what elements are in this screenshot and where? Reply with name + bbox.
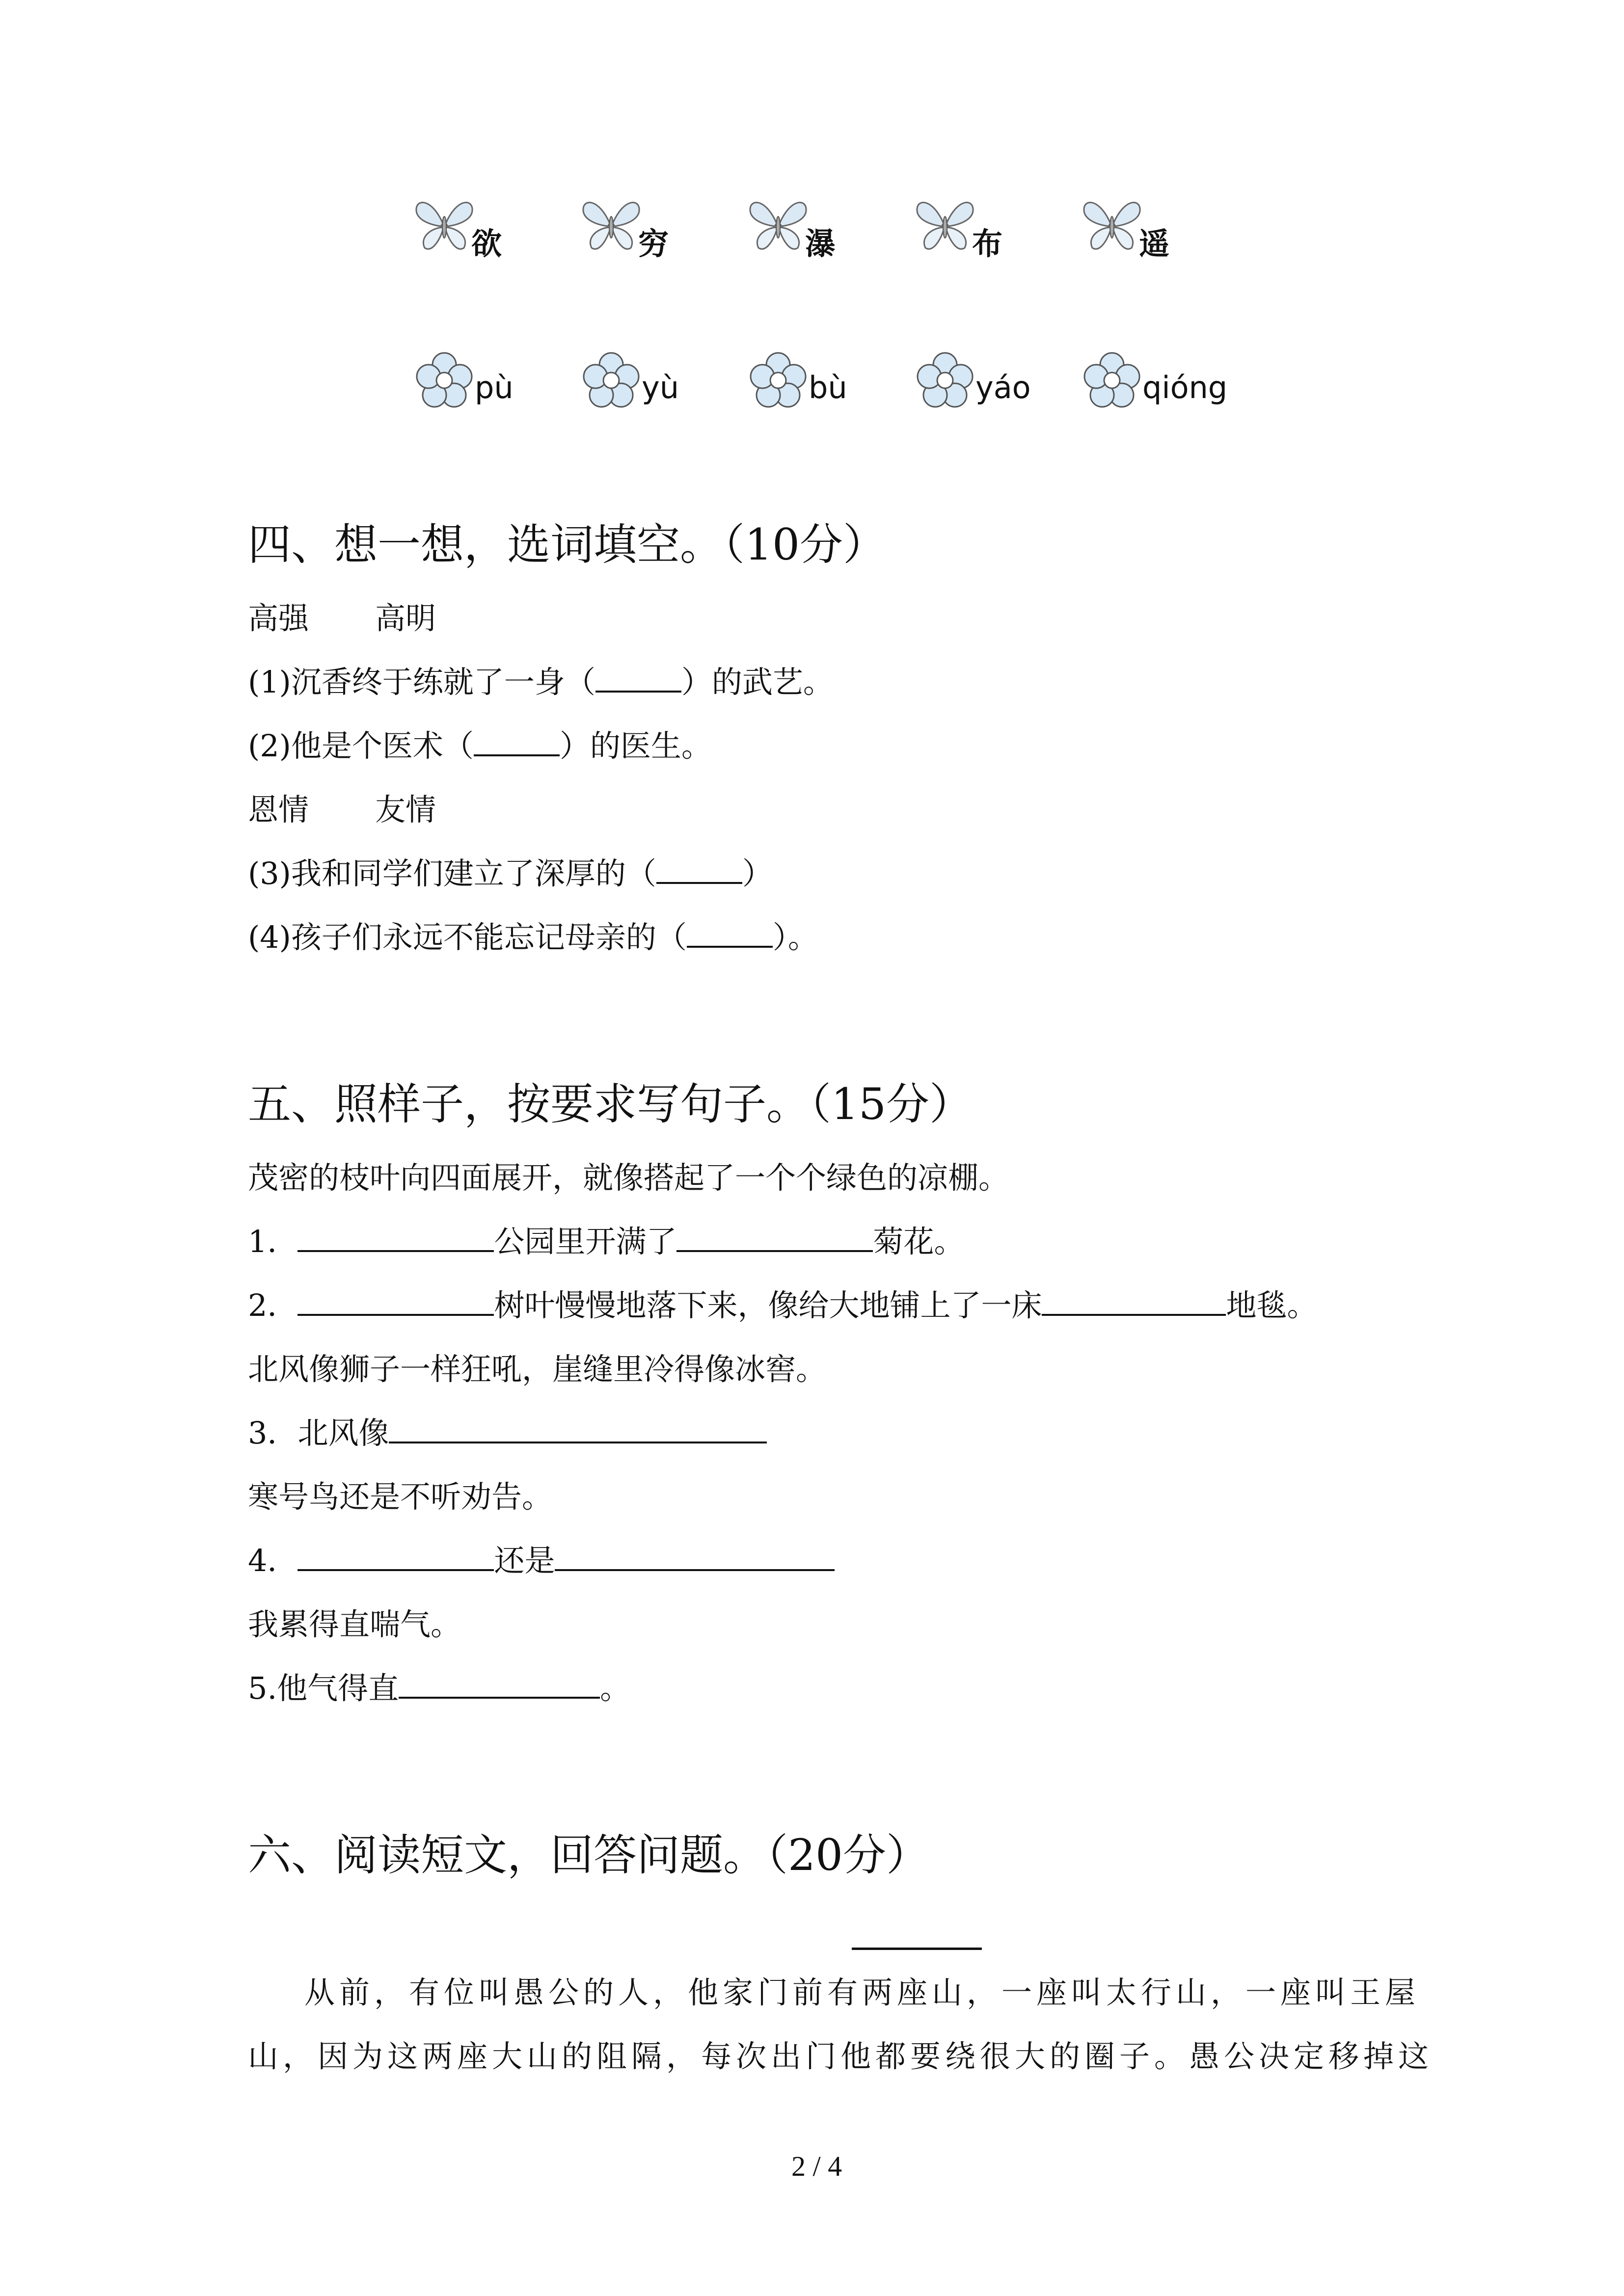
question-5-3: 3．北风像 bbox=[248, 1409, 767, 1452]
flower-icon bbox=[582, 351, 641, 410]
example-sentence-3: 寒号鸟还是不听劝告。 bbox=[248, 1479, 553, 1515]
pinyin-label: yù bbox=[642, 370, 679, 405]
flower-icon bbox=[415, 351, 474, 410]
pinyin-label: qióng bbox=[1142, 370, 1228, 405]
answer-blank[interactable] bbox=[687, 918, 773, 948]
word-option: 高明 bbox=[375, 600, 436, 636]
butterfly-icon bbox=[913, 194, 977, 258]
answer-blank[interactable] bbox=[298, 1223, 494, 1252]
question-5-1: 1． 公园里开满了 菊花。 bbox=[248, 1224, 965, 1259]
question-5-4: 4． 还是 bbox=[248, 1536, 835, 1580]
question-5-2: 2． 树叶慢慢地落下来，像给大地铺上了一床 地毯。 bbox=[248, 1287, 1318, 1323]
word-option: 友情 bbox=[375, 792, 436, 828]
section-4-heading: 四、想一想，选词填空。（10分） bbox=[248, 519, 886, 570]
pinyin-label: bù bbox=[809, 370, 847, 405]
answer-blank[interactable] bbox=[298, 1286, 494, 1316]
character-label: 瀑 bbox=[805, 226, 836, 262]
flower-icon bbox=[1083, 351, 1141, 410]
answer-blank[interactable] bbox=[595, 663, 681, 693]
flower-icon bbox=[749, 351, 808, 410]
answer-blank[interactable] bbox=[298, 1542, 494, 1571]
word-choice-group-1 bbox=[248, 594, 436, 638]
butterfly-icon bbox=[579, 194, 643, 258]
passage-line-2: 山，因为这两座大山的阻隔，每次出门他都要绕很大的圈子。愚公决定移掉这 bbox=[248, 2038, 1434, 2074]
question-5-5: 5.他气得直 。 bbox=[248, 1670, 631, 1706]
word-option: 高强 bbox=[248, 600, 309, 636]
answer-blank[interactable] bbox=[474, 727, 560, 756]
word-choice-group-2 bbox=[248, 785, 436, 829]
section-5-heading: 五、照样子，按要求写句子。（15分） bbox=[248, 1079, 973, 1129]
question-4-2: (2)他是个医术（ ）的医生。 bbox=[248, 728, 712, 764]
character-label: 遥 bbox=[1139, 226, 1170, 262]
answer-blank[interactable] bbox=[399, 1669, 600, 1699]
answer-blank[interactable] bbox=[677, 1223, 873, 1252]
answer-blank[interactable] bbox=[1042, 1286, 1226, 1316]
butterfly-icon bbox=[1080, 194, 1144, 258]
character-label: 布 bbox=[972, 226, 1003, 262]
question-4-4: (4)孩子们永远不能忘记母亲的（ ）。 bbox=[248, 919, 818, 955]
section-6-heading: 六、阅读短文，回答问题。（20分） bbox=[248, 1830, 929, 1880]
example-sentence-2: 北风像狮子一样狂吼，崖缝里冷得像冰窖。 bbox=[248, 1351, 827, 1387]
page-number: 2 / 4 bbox=[791, 2150, 842, 2182]
answer-blank[interactable] bbox=[656, 854, 742, 884]
example-sentence-1: 茂密的枝叶向四面展开，就像搭起了一个个绿色的凉棚。 bbox=[248, 1160, 1009, 1196]
pinyin-label: yáo bbox=[975, 370, 1031, 405]
character-label: 穷 bbox=[638, 226, 669, 262]
answer-blank[interactable] bbox=[555, 1542, 835, 1571]
butterfly-icon bbox=[412, 194, 476, 258]
word-option: 恩情 bbox=[248, 792, 309, 828]
question-4-1: (1)沉香终于练就了一身（ ）的武艺。 bbox=[248, 664, 834, 700]
flower-icon bbox=[916, 351, 974, 410]
answer-blank[interactable] bbox=[389, 1414, 767, 1443]
pinyin-label: pù bbox=[475, 370, 514, 405]
example-sentence-4: 我累得直喘气。 bbox=[248, 1606, 461, 1642]
question-4-3: (3)我和同学们建立了深厚的（ ） bbox=[248, 855, 773, 891]
passage-line-1: 从前，有位叫愚公的人，他家门前有两座山，一座叫太行山，一座叫王屋 bbox=[304, 1975, 1420, 2010]
character-label: 欲 bbox=[471, 226, 502, 262]
butterfly-icon bbox=[746, 194, 810, 258]
passage-title-blank[interactable] bbox=[852, 1948, 982, 1950]
